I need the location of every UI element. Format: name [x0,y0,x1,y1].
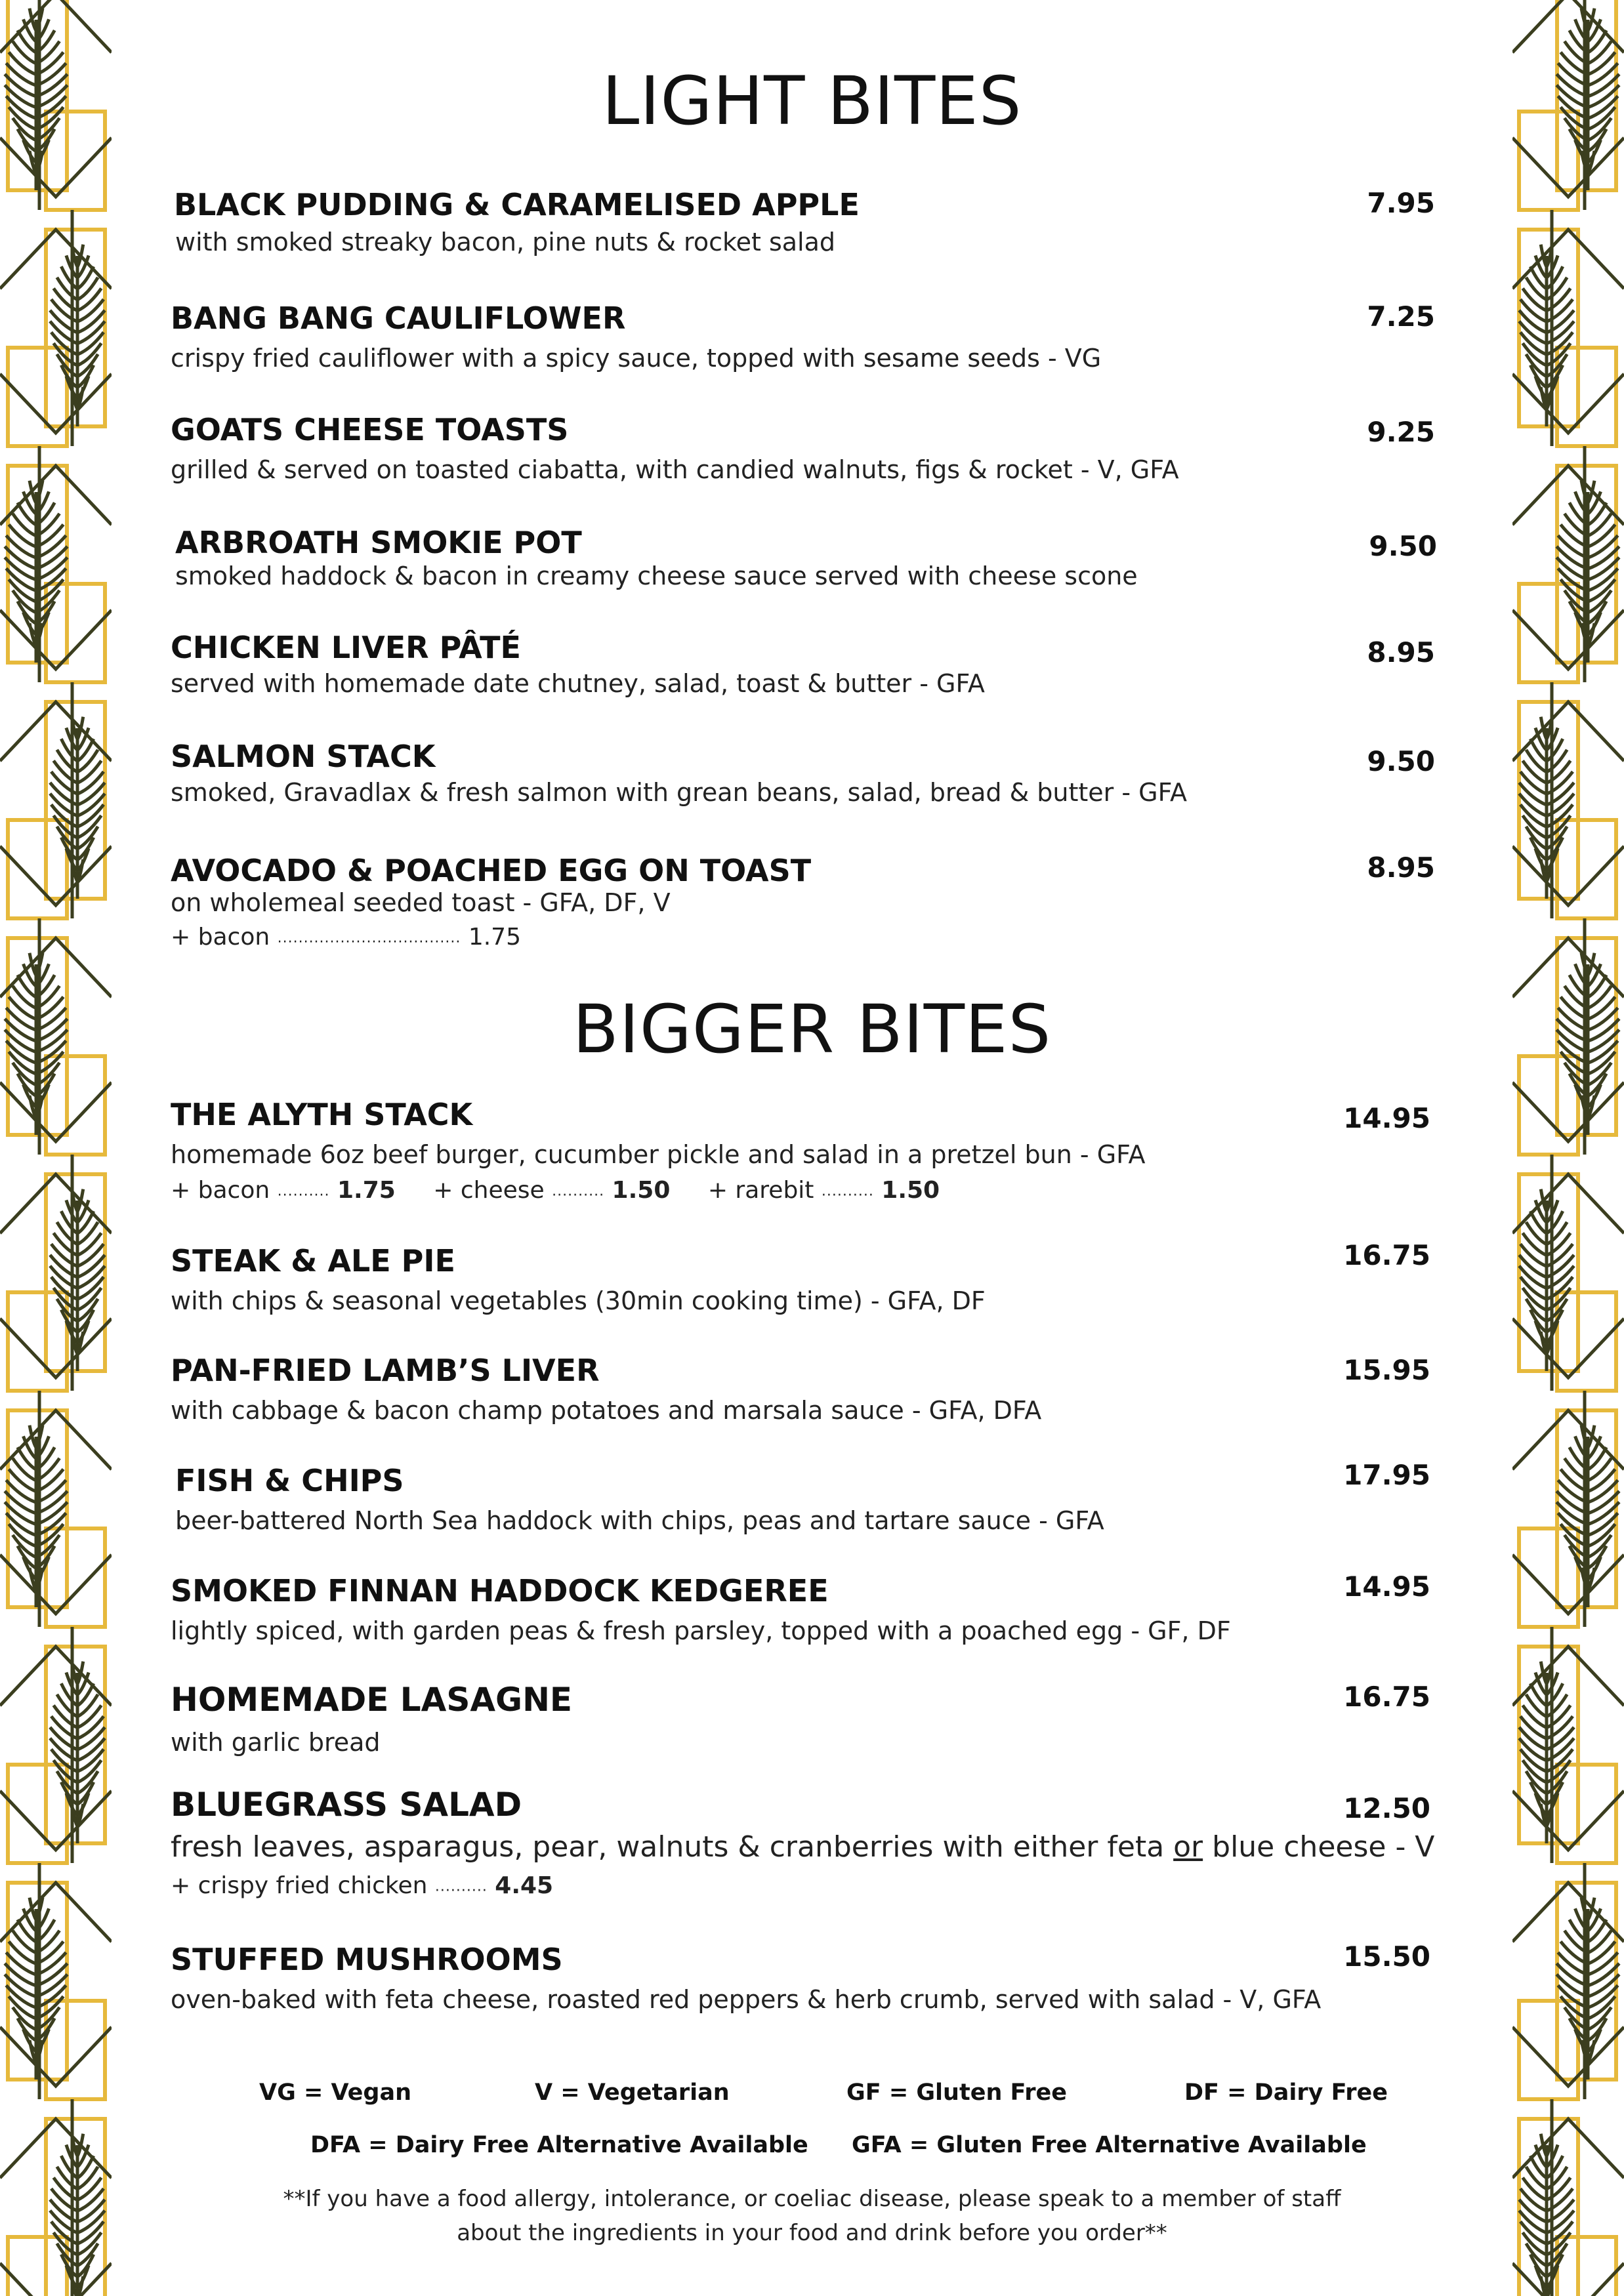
item-price: 9.50 [1369,530,1437,562]
item-price: 7.95 [1367,187,1435,219]
extra-price: 1.50 [881,1177,940,1204]
section-title-light-bites: LIGHT BITES [602,62,1022,140]
item-name: BLUEGRASS SALAD [171,1786,522,1824]
leaf-pattern-icon [1512,0,1624,2296]
left-decorative-border [0,0,112,2296]
item-name: PAN-FRIED LAMB’S LIVER [171,1353,600,1388]
right-decorative-border [1512,0,1624,2296]
item-name: AVOCADO & POACHED EGG ON TOAST [171,853,812,888]
menu-content [112,0,1512,2296]
extra-leader-dots: ................................... [277,930,461,947]
item-description: with chips & seasonal vegetables (30min cooking time) - GFA, DF [171,1286,986,1315]
item-name: HOMEMADE LASAGNE [171,1681,573,1719]
allergy-notice-line: about the ingredients in your food and drink before you order** [457,2220,1167,2246]
extra-leader-dots: .......... [552,1183,605,1200]
extra-option [708,1177,940,1204]
item-description: with garlic bread [171,1728,381,1757]
item-name: BLACK PUDDING & CARAMELISED APPLE [174,187,860,222]
item-price: 12.50 [1343,1792,1430,1824]
item-name: BANG BANG CAULIFLOWER [171,300,626,336]
item-price: 14.95 [1343,1570,1430,1603]
item-description: smoked haddock & bacon in creamy cheese sauce served with cheese scone [175,562,1138,590]
legend-entry: V = Vegetarian [535,2080,730,2106]
item-extras [171,1872,583,1899]
item-description: homemade 6oz beef burger, cucumber pickle and salad in a pretzel bun - GFA [171,1140,1146,1169]
item-description-part: fresh leaves, asparagus, pear, walnuts & cranberries with either feta [171,1830,1174,1864]
item-description: with cabbage & bacon champ potatoes and marsala sauce - GFA, DFA [171,1396,1042,1425]
legend-entry: DF = Dairy Free [1184,2080,1388,2106]
item-price: 16.75 [1343,1681,1430,1713]
item-extras [171,924,551,951]
item-price: 8.95 [1367,636,1435,668]
item-name: CHICKEN LIVER PÂTÉ [171,630,521,665]
item-description-emphasis: or [1173,1830,1203,1864]
extra-label: + cheese [433,1177,545,1204]
extra-label: + crispy fried chicken [171,1872,428,1899]
extra-leader-dots: .......... [821,1183,874,1200]
extra-option [433,1177,670,1204]
extra-leader-dots: .......... [277,1183,330,1200]
allergy-notice [112,2182,1512,2250]
item-extras [171,1177,970,1204]
item-description: crispy fried cauliflower with a spicy sauce, topped with sesame seeds - VG [171,344,1102,373]
allergy-notice-line: **If you have a food allergy, intolerance, or coeliac disease, please speak to a member of staff [283,2186,1341,2212]
item-price: 9.50 [1367,745,1435,777]
item-name: GOATS CHEESE TOASTS [171,412,569,447]
legend-entry: GFA = Gluten Free Alternative Available [852,2132,1367,2158]
item-name: FISH & CHIPS [175,1463,404,1498]
extra-label: + bacon [171,1177,270,1204]
leaf-pattern-icon [0,0,112,2296]
item-description: grilled & served on toasted ciabatta, with candied walnuts, figs & rocket - V, GFA [171,455,1179,484]
item-description-part: blue cheese - V [1203,1830,1435,1864]
item-name: STEAK & ALE PIE [171,1243,455,1279]
item-name: SALMON STACK [171,739,436,774]
item-description: on wholemeal seeded toast - GFA, DF, V [171,888,671,917]
item-description: oven-baked with feta cheese, roasted red peppers & herb crumb, served with salad - V, GFA [171,1985,1322,2014]
item-price: 8.95 [1367,851,1435,884]
item-description [171,1830,1434,1864]
extra-option [171,1872,553,1899]
extra-label: + bacon [171,924,270,951]
legend-entry: DFA = Dairy Free Alternative Available [310,2132,808,2158]
item-name: ARBROATH SMOKIE POT [175,525,582,560]
item-description: beer-battered North Sea haddock with chips, peas and tartare sauce - GFA [175,1506,1104,1535]
item-price: 9.25 [1367,416,1435,448]
extra-price: 1.75 [337,1177,396,1204]
extra-price: 1.75 [468,924,521,951]
extra-price: 4.45 [495,1872,554,1899]
item-price: 15.95 [1343,1354,1430,1386]
item-price: 16.75 [1343,1239,1430,1271]
item-price: 7.25 [1367,300,1435,333]
item-description: with smoked streaky bacon, pine nuts & rocket salad [175,228,836,256]
item-description: served with homemade date chutney, salad, toast & butter - GFA [171,669,985,698]
extra-option [171,924,521,951]
item-description: lightly spiced, with garden peas & fresh parsley, topped with a poached egg - GF, DF [171,1616,1231,1645]
extra-leader-dots: .......... [434,1878,488,1895]
extra-price: 1.50 [612,1177,671,1204]
item-name: STUFFED MUSHROOMS [171,1942,563,1977]
item-name: THE ALYTH STACK [171,1097,473,1132]
legend-entry: GF = Gluten Free [846,2080,1067,2106]
item-price: 15.50 [1343,1940,1430,1973]
legend-entry: VG = Vegan [259,2080,412,2106]
item-name: SMOKED FINNAN HADDOCK KEDGEREE [171,1573,829,1609]
section-title-bigger-bites: BIGGER BITES [572,991,1052,1069]
extra-option [171,1177,396,1204]
item-price: 17.95 [1343,1459,1430,1491]
item-price: 14.95 [1343,1102,1430,1134]
item-description: smoked, Gravadlax & fresh salmon with grean beans, salad, bread & butter - GFA [171,778,1187,807]
extra-label: + rarebit [707,1177,814,1204]
